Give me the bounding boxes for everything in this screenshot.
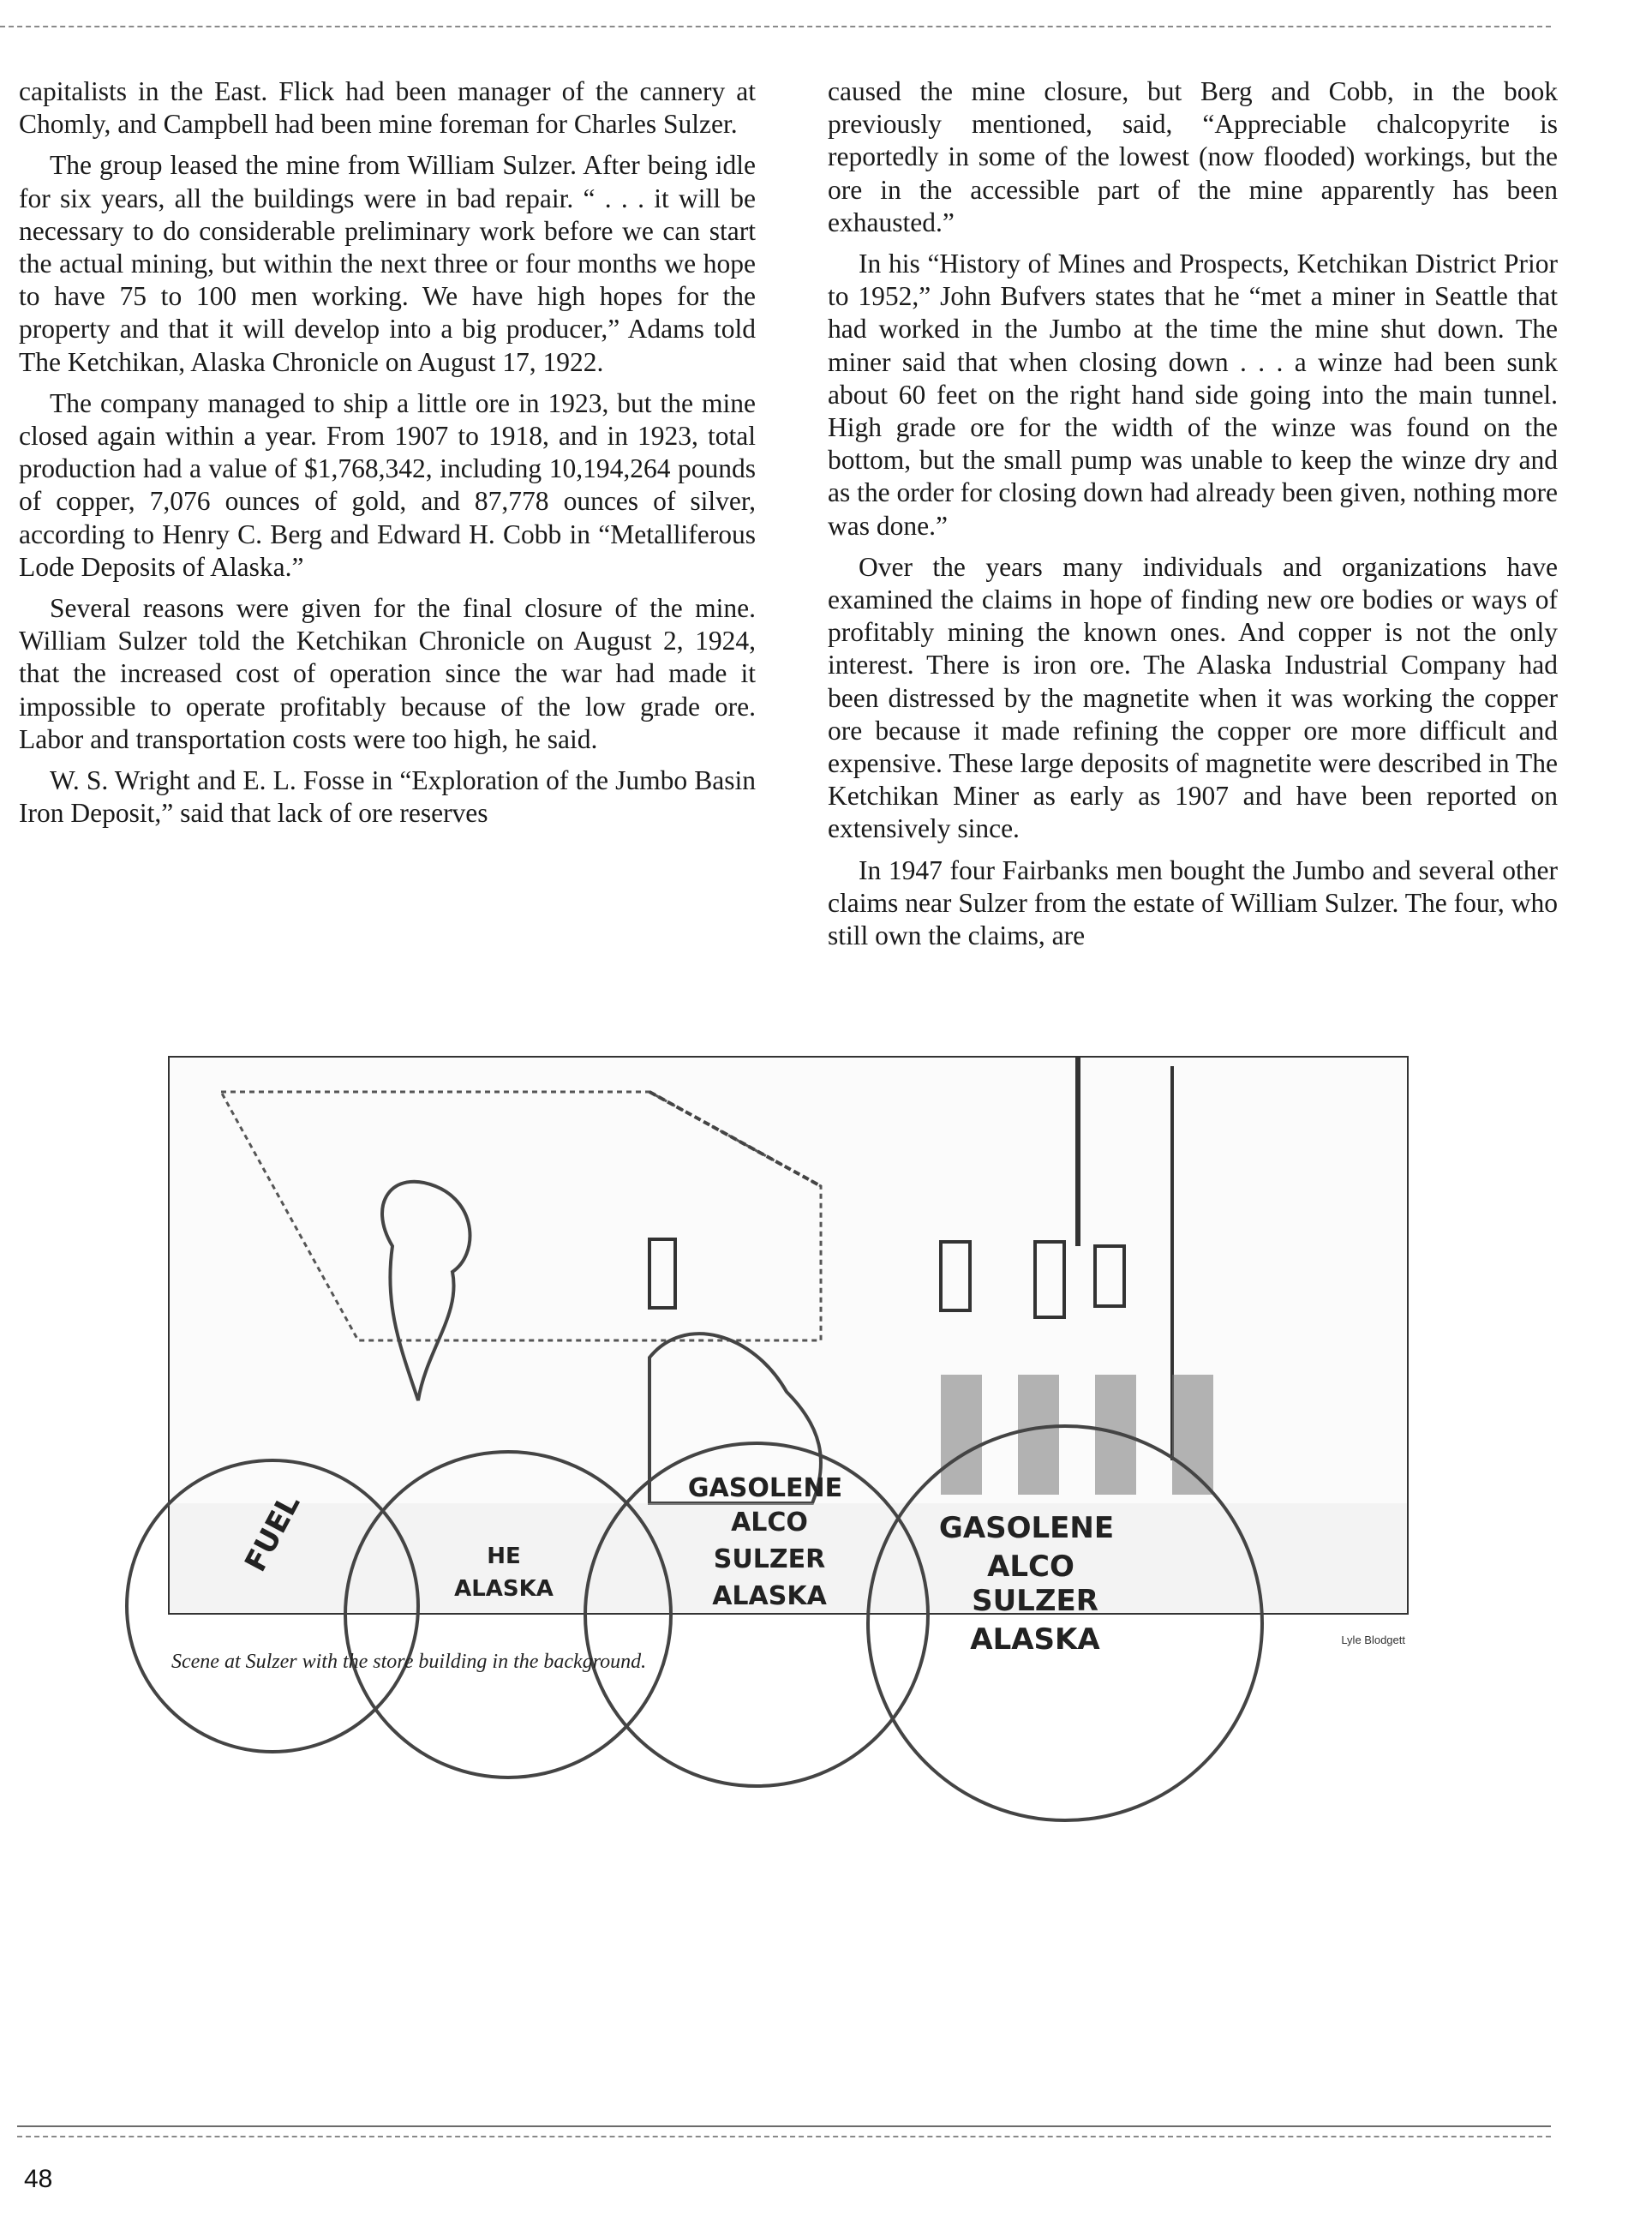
top-rule bbox=[0, 26, 1551, 27]
barrel-stencil: SULZER bbox=[713, 1544, 826, 1574]
paragraph: The company managed to ship a little ore in 1923, but the mine closed again within a year. From 1907 to 1918, and in 1923, total production had a value of $1,768,342, including 10,194,264 pounds of copper, 7,076 ounces of gold, and 87,778 ounces of silver, according to Henry C. Berg and Edward H. Cobb in “Metalliferous Lode Deposits of Alaska.” bbox=[19, 387, 756, 582]
barrel-stencil: HE bbox=[487, 1544, 521, 1569]
barrel-stencil: FUEL bbox=[238, 1489, 308, 1578]
paragraph: Over the years many individuals and organizations have examined the claims in hope of finding new ore bodies or ways of profitably mining the known ones. And copper is not the only interest. There is iron ore. The Alaska Industrial Company had been distressed by the magnetite when it was working the copper ore because it made refining the copper ore more difficult and expensive. These large deposits of magnetite were described in The Ketchikan Miner as early as 1907 and have been reported on extensively since. bbox=[828, 551, 1558, 844]
barrel-stencil: ALCO bbox=[987, 1550, 1074, 1584]
left-column bbox=[19, 75, 756, 838]
paragraph: W. S. Wright and E. L. Fosse in “Exploration of the Jumbo Basin Iron Deposit,” said that lack of ore reserves bbox=[19, 765, 756, 829]
paragraph: In his “History of Mines and Prospects, Ketchikan District Prior to 1952,” John Bufvers states that he “met a miner in Seattle that had worked in the Jumbo at the time the mine shut down. The miner said that when closing down . . . a winze had been sunk about 60 feet on the right hand side going into the main tunnel. High grade ore for the width of the winze was found on the bottom, but the small pump was unable to keep the winze dry and as the order for closing down had already been given, nothing more was done.” bbox=[828, 249, 1558, 541]
paragraph: caused the mine closure, but Berg and Cobb, in the book previously mentioned, said, “Appreciable chalcopyrite is reportedly in some of the lowest (now flooded) workings, but the ore in the accessible part of the mine apparently has been exhausted.” bbox=[828, 76, 1558, 237]
bottom-rule-secondary bbox=[17, 2136, 1551, 2137]
paragraph: In 1947 four Fairbanks men bought the Jumbo and several other claims near Sulzer from the estate of William Sulzer. The four, who still own the claims, are bbox=[828, 854, 1558, 951]
barrel-stencil: SULZER bbox=[972, 1584, 1098, 1618]
barrel-stencil: ALCO bbox=[731, 1508, 808, 1538]
right-column bbox=[828, 75, 1558, 961]
barrel-stencil: GASOLENE bbox=[687, 1473, 843, 1503]
barrel-stencil: GASOLENE bbox=[938, 1511, 1115, 1545]
page-number: 48 bbox=[24, 2165, 53, 2193]
paragraph: capitalists in the East. Flick had been manager of the cannery at Chomly, and Campbell had been mine foreman for Charles Sulzer. bbox=[19, 76, 756, 140]
paragraph: Several reasons were given for the final closure of the mine. William Sulzer told the Ketchikan Chronicle on August 2, 1924, that the increased cost of operation since the war had made it impossible to operate profitably because of the low grade ore. Labor and transportation costs were too high, he said. bbox=[19, 593, 756, 754]
photo-credit: Lyle Blodgett bbox=[1341, 1634, 1405, 1646]
paragraph: The group leased the mine from William Sulzer. After being idle for six years, all the buildings were in bad repair. “ . . . it will be necessary to do considerable preliminary work before we can start the actual mining, but within the next three or four months we hope to have 75 to 100 men working. We have high hopes for the property and that it will develop into a big producer,” Adams told The Ketchikan, Alaska Chronicle on August 17, 1922. bbox=[19, 150, 756, 377]
barrel-stencil: ALASKA bbox=[970, 1622, 1100, 1657]
barrel-stencil: ALASKA bbox=[712, 1581, 827, 1611]
bottom-rule bbox=[17, 2125, 1551, 2127]
barrel-stencil: ALASKA bbox=[454, 1576, 554, 1602]
photo-caption: Scene at Sulzer with the store building in the background. bbox=[171, 1651, 647, 1673]
